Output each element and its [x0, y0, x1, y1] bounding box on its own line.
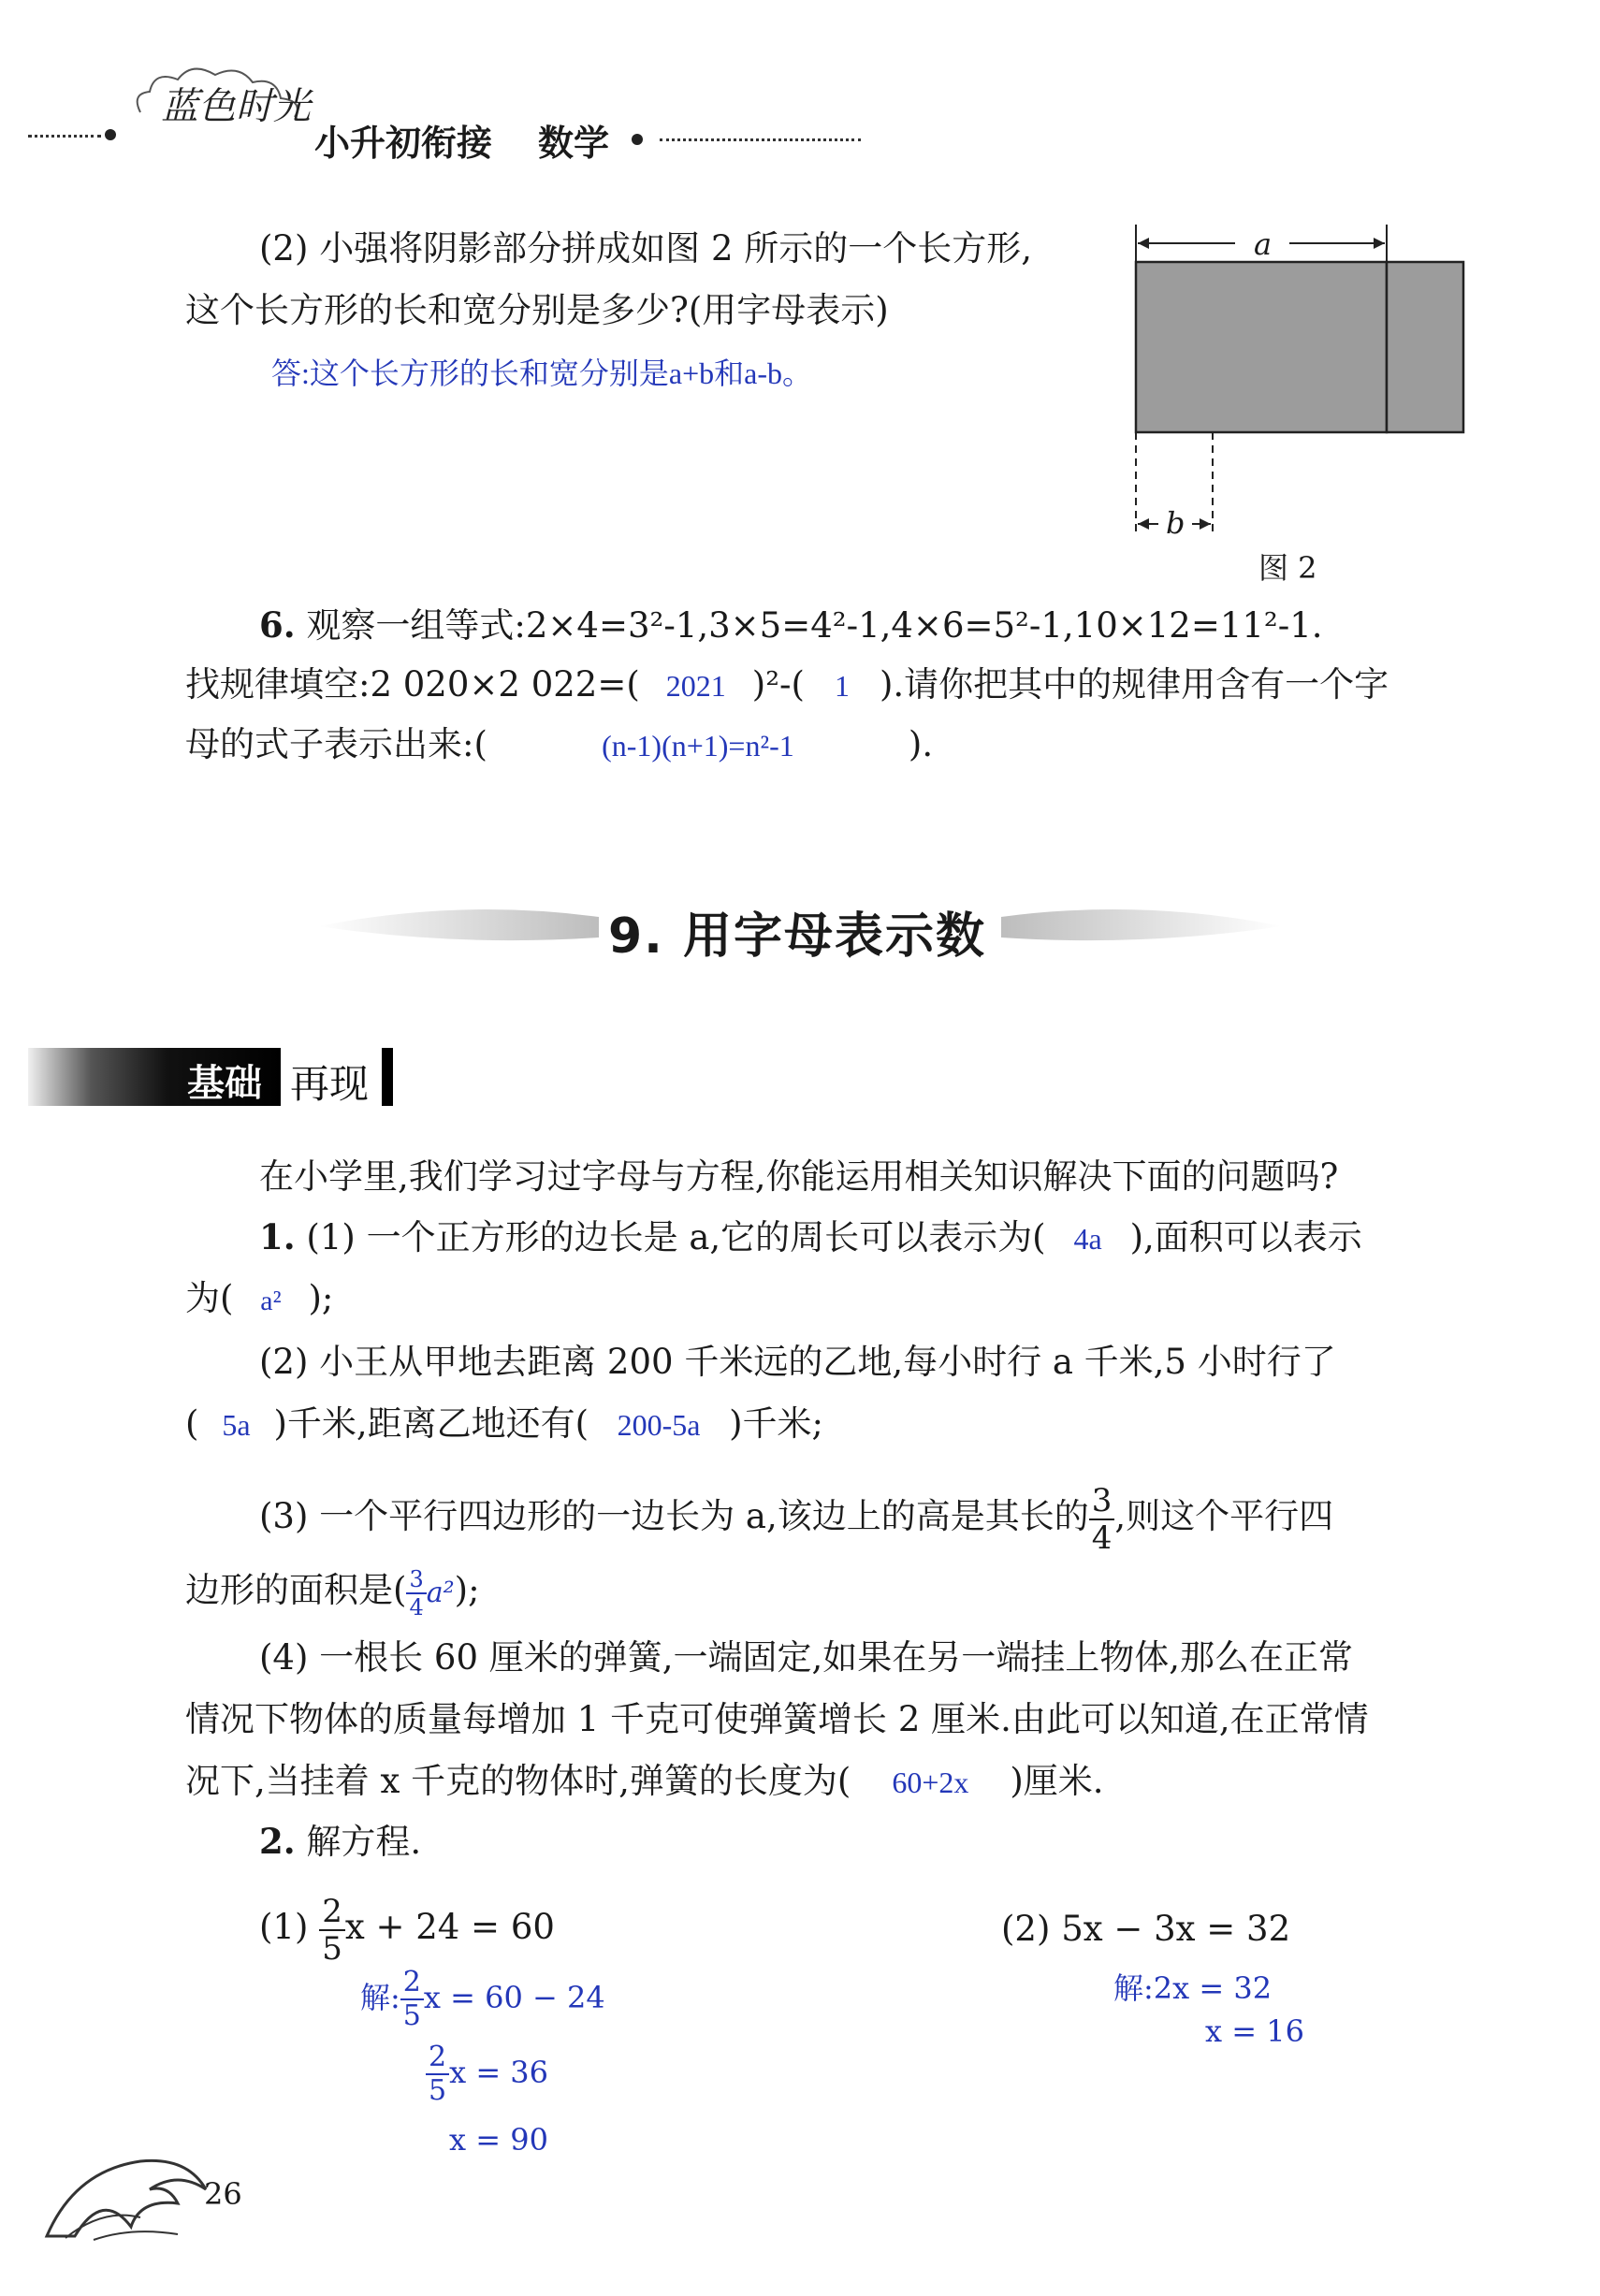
q1-p1-answer2: a²	[260, 1286, 282, 1316]
header-dot-right	[632, 134, 643, 145]
q2-eq2-step1-text: 2x = 32	[1153, 1970, 1273, 2006]
q2-eq1-step1	[360, 1959, 605, 2035]
q1-p2-line2-mid: )千米,距离乙地还有(	[273, 1403, 589, 1444]
subheading-light-text: 再现	[290, 1061, 370, 1107]
q1-p3-prefix: (3) 一个平行四边形的一边长为 a,该边上的高是其长的	[259, 1496, 1089, 1536]
q2-heading	[259, 1821, 421, 1863]
q2-eq1-step2-rest: x = 36	[449, 2055, 549, 2090]
q1-p1-line1	[259, 1216, 1362, 1259]
p6-line1	[259, 604, 1323, 647]
q2-eq1-step1-fraction	[400, 1965, 424, 2032]
header-subject: 数学	[538, 122, 610, 164]
q1-p4-line3-suffix: )厘米.	[1010, 1761, 1104, 1801]
q2-eq1-step2-num: 2	[426, 2043, 449, 2075]
intro-text: 在小学里,我们学习过字母与方程,你能运用相关知识解决下面的问题吗?	[259, 1156, 1339, 1197]
q1-p3-ans-num: 3	[406, 1568, 426, 1594]
q2-eq2-label: (2)	[1001, 1909, 1051, 1949]
q1-p3-suffix: ,则这个平行四	[1114, 1496, 1334, 1536]
p6-answer-base: 2021	[665, 669, 726, 703]
q2-eq1-step2	[426, 2034, 548, 2110]
q1-p3-line2-suffix: );	[454, 1570, 480, 1610]
q1-p3-answer-var: a²	[426, 1577, 455, 1609]
q2-eq1-fraction	[319, 1892, 345, 1968]
p6-line3-suffix: ).	[908, 724, 934, 764]
p6-text1: 观察一组等式:2×4=3²-1,3×5=4²-1,4×6=5²-1,10×12=11²-1.	[306, 605, 1323, 646]
q1-p3-line1	[259, 1481, 1334, 1557]
q2-eq1-num: 2	[319, 1896, 345, 1931]
p6-line3-prefix: 母的式子表示出来:(	[185, 724, 487, 764]
q1-p2-line1: (2) 小王从甲地去距离 200 千米远的乙地,每小时行 a 千米,5 小时行了	[259, 1342, 1336, 1382]
q2-eq2-step2: x = 16	[1205, 2013, 1304, 2049]
q2-eq1-step3: x = 90	[449, 2122, 548, 2158]
q1-p3-line2	[185, 1564, 480, 1620]
q1-p2-line2	[185, 1403, 823, 1446]
p6-line2-suffix: ).请你把其中的规律用含有一个字	[879, 664, 1389, 705]
subheading-end-bar	[382, 1048, 393, 1106]
q1-p2-answer1: 5a	[222, 1408, 251, 1442]
p6-answer-formula: (n-1)(n+1)=n²-1	[602, 729, 794, 763]
q2-eq1-step1-den: 5	[402, 1998, 421, 2032]
q2-eq1-step2-den: 5	[429, 2073, 447, 2107]
p5-label: (2)	[259, 228, 309, 269]
p5-answer: 答:这个长方形的长和宽分别是a+b和a-b。	[271, 356, 813, 390]
q2-eq1-step1-num: 2	[400, 1969, 424, 2000]
q1-p3-fraction	[1089, 1481, 1115, 1557]
q2-eq1-den: 5	[322, 1929, 342, 1968]
header-title: 小升初衔接	[314, 122, 493, 164]
p6-answer-sub: 1	[834, 669, 850, 703]
q2-eq1-step1-rest: x = 60 − 24	[423, 1980, 605, 2015]
header-dotted-line-left	[28, 135, 101, 138]
p6-line2	[185, 664, 1389, 706]
q1-p1-line2	[185, 1278, 333, 1322]
q1-p2-line2-prefix: (	[185, 1403, 199, 1444]
q2-title: 解方程.	[306, 1822, 422, 1862]
figure-caption: 图 2	[1258, 550, 1317, 586]
q2-eq1-rest: x + 24 = 60	[344, 1907, 555, 1947]
figure-label-b: b	[1166, 505, 1185, 541]
q1-p4-line3	[185, 1761, 1104, 1803]
header-dot-left	[105, 129, 116, 140]
q2-eq1-label: (1)	[259, 1907, 309, 1947]
p6-number: 6.	[259, 604, 296, 646]
q2-eq2-step1	[1113, 1965, 1272, 2008]
q1-p2-answer2: 200-5a	[617, 1408, 701, 1442]
p6-line2-prefix: 找规律填空:2 020×2 022=(	[185, 664, 640, 705]
p5-text1: 小强将阴影部分拼成如图 2 所示的一个长方形,	[319, 228, 1033, 269]
q1-p3-frac-den: 4	[1091, 1519, 1113, 1557]
header-dotted-line-right	[660, 138, 861, 141]
q2-number: 2.	[259, 1821, 296, 1862]
q2-eq1-solve-label: 解:	[360, 1980, 400, 2015]
page-number: 26	[204, 2176, 242, 2212]
section-title: 9. 用字母表示数	[608, 908, 987, 965]
q1-p3-line2-prefix: 边形的面积是(	[185, 1570, 407, 1610]
q2-eq2-solve-label: 解:	[1113, 1970, 1154, 2006]
p6-line2-mid: )²-(	[751, 664, 805, 705]
p5-line2: 这个长方形的长和宽分别是多少?(用字母表示)	[185, 290, 889, 330]
q2-eq2-expr: 5x − 3x = 32	[1061, 1909, 1291, 1949]
q1-p4-answer: 60+2x	[892, 1766, 969, 1799]
figure-label-a: a	[1254, 226, 1273, 262]
q1-p1-line2-suffix: );	[308, 1278, 334, 1318]
q1-p4-line3-prefix: 况下,当挂着 x 千克的物体时,弹簧的长度为(	[185, 1761, 851, 1801]
subheading-banner	[28, 1048, 402, 1106]
q2-eq1-step2-fraction	[426, 2040, 449, 2107]
q1-p1-suffix: ),面积可以表示	[1129, 1217, 1362, 1257]
q1-number: 1.	[259, 1216, 296, 1257]
q1-p3-frac-num: 3	[1089, 1485, 1115, 1520]
p6-line3	[185, 724, 933, 766]
q1-p1-prefix: (1) 一个正方形的边长是 a,它的周长可以表示为(	[306, 1217, 1046, 1257]
q1-p3-answer-fraction	[406, 1565, 426, 1620]
q1-p4-line1: (4) 一根长 60 厘米的弹簧,一端固定,如果在另一端挂上物体,那么在正常	[259, 1637, 1354, 1678]
brand-name: 蓝色时光	[161, 85, 311, 128]
q2-eq2	[1001, 1909, 1290, 1950]
p5-line1	[259, 228, 1032, 269]
q2-eq1	[259, 1890, 555, 1968]
q1-p1-answer1: 4a	[1073, 1222, 1102, 1256]
page-header	[0, 56, 1600, 168]
q1-p2-line2-suffix: )千米;	[729, 1403, 823, 1444]
q1-p3-ans-den: 4	[409, 1593, 424, 1620]
q1-p4-line2: 情况下物体的质量每增加 1 千克可使弹簧增长 2 厘米.由此可以知道,在正常情	[185, 1699, 1369, 1739]
q1-p1-line2-prefix: 为(	[185, 1278, 234, 1318]
subheading-dark-text: 基础	[187, 1062, 262, 1105]
